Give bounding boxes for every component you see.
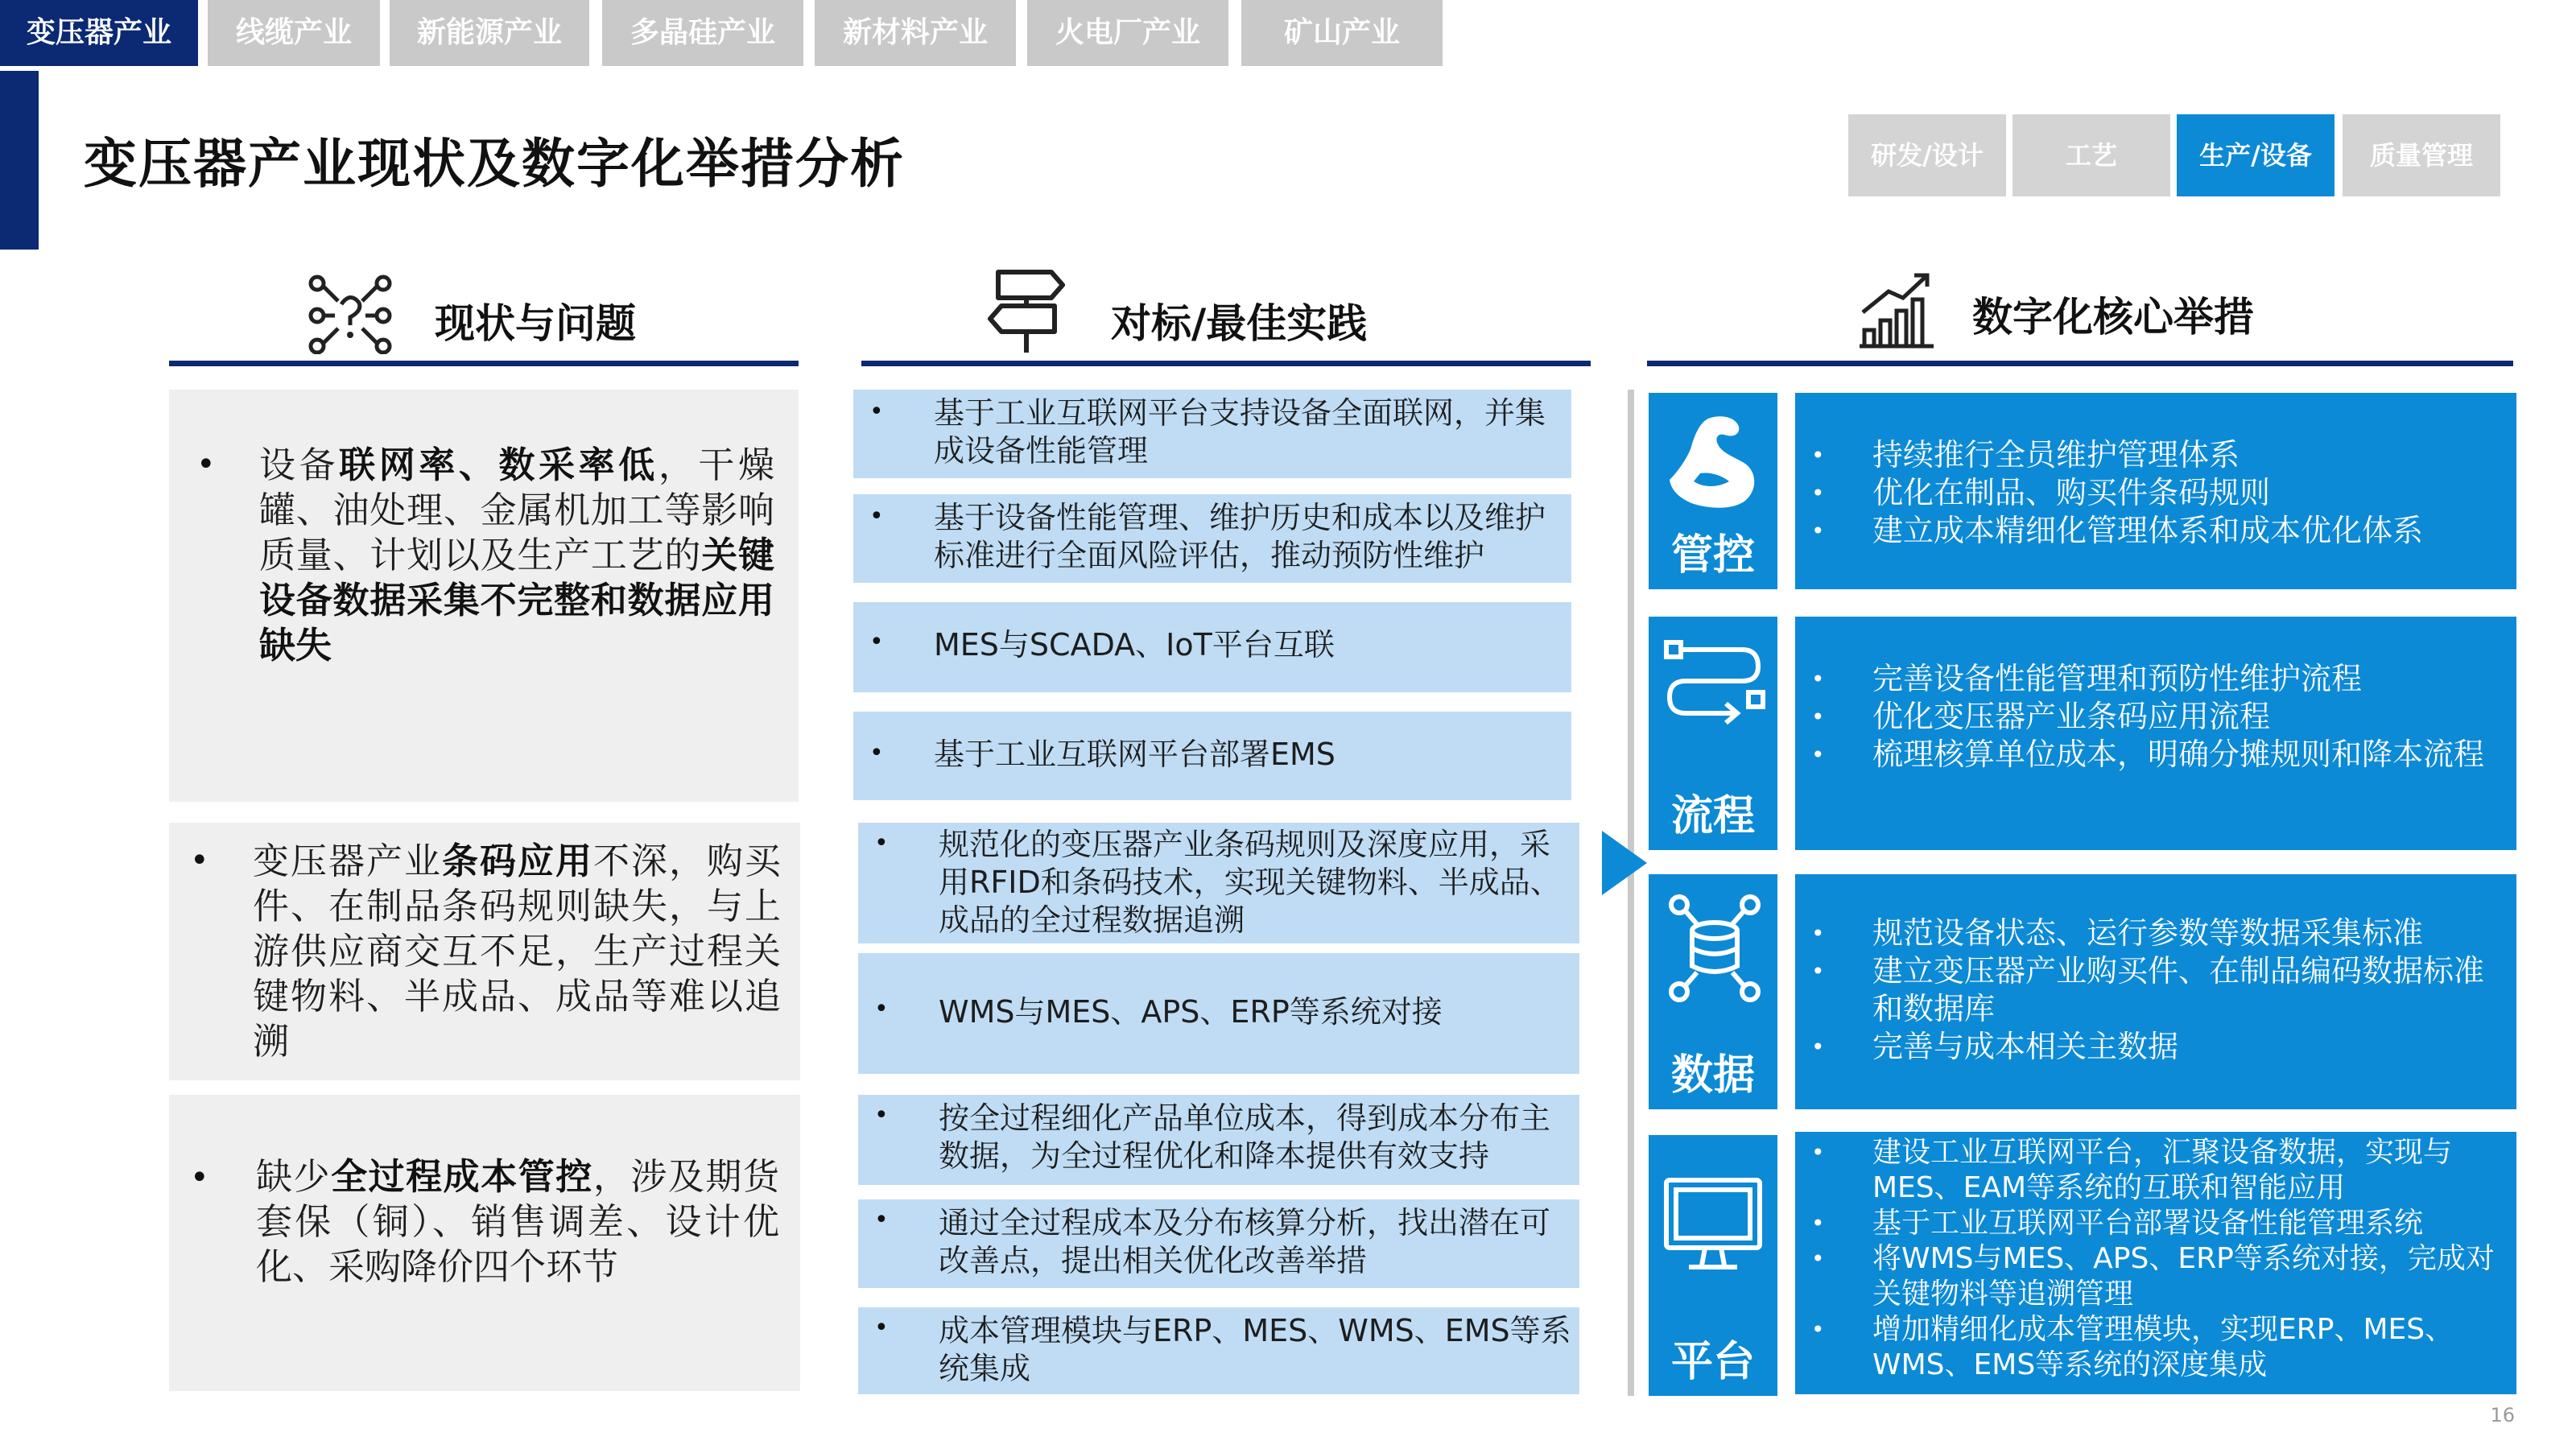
- flow-icon: [1662, 634, 1768, 739]
- bullet: •: [190, 1159, 209, 1196]
- bullet: •: [1811, 442, 1825, 469]
- tab-polysilicon[interactable]: 多晶硅产业: [602, 0, 803, 66]
- measure-item: • 建设工业互联网平台，汇聚设备数据，实现与MES、EAM等系统的互联和智能应用: [1811, 1136, 2453, 1204]
- bullet: •: [1811, 741, 1825, 768]
- problem-text: 设备联网率、数采率低，干燥罐、油处理、金属机加工等影响质量、计划以及生产工艺的关键设备数据采集不完整和数据应用缺失: [259, 444, 774, 667]
- practice-text: 基于工业互联网平台部署EMS: [934, 737, 1335, 772]
- measure-category-control: [1649, 393, 1777, 589]
- measure-item: • 增加精细化成本管理模块，实现ERP、MES、WMS、EMS等系统的深度集成: [1811, 1313, 2454, 1381]
- measure-item: • 完善与成本相关主数据: [1811, 1029, 2179, 1064]
- arrow-right-icon: [1602, 831, 1647, 895]
- bullet: •: [869, 628, 884, 656]
- measure-list: [1795, 617, 2516, 850]
- status-column-header: [169, 274, 797, 354]
- practice-item: [853, 494, 1571, 583]
- practice-text: 按全过程细化产品单位成本，得到成本分布主数据，为全过程优化和降本提供有效支持: [939, 1100, 1551, 1174]
- bullet: •: [874, 1101, 889, 1129]
- bullet: •: [874, 1314, 889, 1342]
- measure-list: [1795, 393, 2516, 589]
- tab-process[interactable]: 工艺: [2013, 114, 2170, 196]
- measure-item: • 建立变压器产业购买件、在制品编码数据标准和数据库: [1811, 953, 2485, 1026]
- bullet: •: [1811, 1245, 1825, 1272]
- practice-item: [858, 823, 1579, 943]
- tab-mining[interactable]: 矿山产业: [1241, 0, 1443, 66]
- measure-item: • 梳理核算单位成本，明确分摊规则和降本流程: [1811, 737, 2485, 772]
- problem-panel: [169, 823, 800, 1080]
- measures-column-underline: [1647, 361, 2513, 366]
- practice-item: [853, 390, 1571, 478]
- bullet: •: [874, 1206, 889, 1234]
- bullet: •: [1811, 1034, 1825, 1060]
- bullet: •: [190, 842, 209, 879]
- page-title: 变压器产业现状及数字化举措分析: [84, 133, 905, 195]
- practice-item: [853, 712, 1571, 800]
- measure-category-platform: [1649, 1135, 1777, 1396]
- bullet: •: [869, 398, 884, 426]
- monitor-icon: [1662, 1174, 1765, 1278]
- network-question-icon: [306, 274, 394, 354]
- muscle-icon: [1662, 411, 1765, 515]
- tab-new-materials[interactable]: 新材料产业: [815, 0, 1016, 66]
- bullet: •: [869, 739, 884, 767]
- measure-item: • 基于工业互联网平台部署设备性能管理系统: [1811, 1207, 2424, 1240]
- measure-item: • 建立成本精细化管理体系和成本优化体系: [1811, 513, 2424, 548]
- benchmark-column-underline: [861, 361, 1591, 366]
- measure-item: • 规范设备状态、运行参数等数据采集标准: [1811, 915, 2424, 951]
- practice-text: 基于工业互联网平台支持设备全面联网，并集成设备性能管理: [934, 395, 1546, 469]
- bullet: •: [1811, 480, 1825, 506]
- practice-item: [853, 602, 1571, 692]
- bullet: •: [1811, 666, 1825, 692]
- practice-text: 成本管理模块与ERP、MES、WMS、EMS等系统集成: [939, 1313, 1571, 1386]
- measure-category-data: [1649, 874, 1777, 1109]
- practice-text: 规范化的变压器产业条码规则及深度应用，采用RFID和条码技术，实现关键物料、半成品、成品的全过程数据追溯: [939, 827, 1561, 938]
- tab-transformer[interactable]: 变压器产业: [0, 0, 198, 66]
- status-column-underline: [169, 361, 799, 366]
- bullet: •: [1811, 1139, 1825, 1166]
- bullet: •: [1811, 518, 1825, 544]
- problem-panel: [169, 1095, 800, 1391]
- database-icon: [1662, 892, 1768, 1005]
- benchmark-column-title: 对标/最佳实践: [1111, 300, 1368, 347]
- bullet: •: [869, 502, 884, 530]
- practice-text: 通过全过程成本及分布核算分析，找出潜在可改善点，提出相关优化改善举措: [939, 1205, 1551, 1278]
- measure-item: • 优化变压器产业条码应用流程: [1811, 699, 2271, 734]
- tab-production-equipment[interactable]: 生产/设备: [2177, 114, 2334, 196]
- bullet: •: [196, 446, 216, 483]
- practice-text: 基于设备性能管理、维护历史和成本以及维护标准进行全面风险评估，推动预防性维护: [934, 500, 1546, 573]
- benchmark-column-header: [861, 266, 1586, 346]
- measure-category-label: 数据: [1670, 1051, 1755, 1100]
- bullet: •: [1811, 958, 1825, 985]
- measure-item: • 优化在制品、购买件条码规则: [1811, 475, 2271, 510]
- measure-category-label: 流程: [1670, 792, 1755, 840]
- bullet: •: [874, 829, 889, 857]
- measure-list: [1795, 874, 2516, 1109]
- measures-column-header: [1647, 269, 2516, 349]
- bullet: •: [1811, 1316, 1825, 1343]
- practice-item: [858, 953, 1579, 1074]
- problem-text: 缺少全过程成本管控，涉及期货套保（铜）、销售调差、设计优化、采购降价四个环节: [256, 1155, 779, 1288]
- measure-category-label: 管控: [1670, 531, 1755, 580]
- problem-text: 变压器产业条码应用不深，购买件、在制品条码规则缺失，与上游供应商交互不足，生产过程关键物料、半成品、成品等难以追溯: [253, 840, 781, 1063]
- measure-category-process: [1649, 617, 1777, 850]
- bullet: •: [874, 995, 889, 1023]
- signpost-icon: [982, 266, 1071, 354]
- bullet: •: [1811, 1210, 1825, 1236]
- growth-chart-icon: [1856, 269, 1937, 349]
- measure-item: • 将WMS与MES、APS、ERP等系统对接，完成对关键物料等追溯管理: [1811, 1242, 2495, 1311]
- status-column-title: 现状与问题: [435, 300, 636, 347]
- practice-text: WMS与MES、APS、ERP等系统对接: [939, 994, 1443, 1030]
- problem-panel: [169, 390, 799, 802]
- bullet: •: [1811, 920, 1825, 947]
- tab-quality[interactable]: 质量管理: [2343, 114, 2500, 196]
- measure-item: • 完善设备性能管理和预防性维护流程: [1811, 661, 2363, 696]
- measure-list: [1795, 1132, 2516, 1394]
- measure-item: • 持续推行全员维护管理体系: [1811, 437, 2240, 473]
- practice-item: [858, 1095, 1579, 1185]
- tab-new-energy[interactable]: 新能源产业: [390, 0, 589, 66]
- bullet: •: [1811, 704, 1825, 730]
- tab-cable[interactable]: 线缆产业: [208, 0, 380, 66]
- practice-item: [858, 1199, 1579, 1288]
- practice-text: MES与SCADA、IoT平台互联: [934, 627, 1335, 663]
- measures-column-title: 数字化核心举措: [1972, 294, 2254, 341]
- practice-item: [858, 1307, 1579, 1394]
- tab-thermal-power[interactable]: 火电厂产业: [1027, 0, 1228, 66]
- tab-rd-design[interactable]: 研发/设计: [1848, 114, 2006, 196]
- page-number: 16: [2490, 1404, 2515, 1426]
- measure-category-label: 平台: [1670, 1338, 1755, 1386]
- title-accent-bar: [0, 71, 39, 250]
